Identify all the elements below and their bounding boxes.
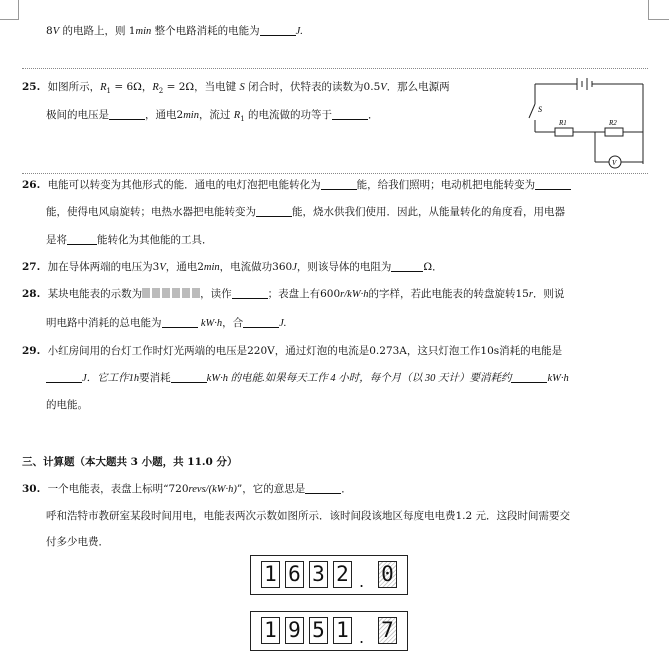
q30-line1: 30. 一个电能表，表盘上标明“720revs/(kW·h)”，它的意思是 ． xyxy=(22,483,352,495)
crop-mark xyxy=(0,19,19,20)
meter-digit: 1 xyxy=(333,617,352,644)
q30-line2: 呼和浩特市教研室某段时间用电，电能表两次示数如图所示．该时间段该地区每度电电费1.2 元．这段时间需要交 xyxy=(46,510,571,522)
meter-digit: 6 xyxy=(285,561,304,588)
switch-icon xyxy=(529,104,535,118)
crop-mark xyxy=(18,0,19,20)
answer-blank[interactable] xyxy=(243,316,279,328)
meter-digit: 9 xyxy=(285,617,304,644)
q26-line1: 26. 电能可以转变为其他形式的能．通电的电灯泡把电能转化为 能，给我们照明；电动机把电能转变为 xyxy=(22,178,571,192)
meter-reading-image xyxy=(142,288,200,298)
decimal-point: . xyxy=(359,572,365,591)
q29-line3: 的电能。 xyxy=(46,399,88,411)
q29-line1: 29. 小红房间用的台灯工作时灯光两端的电压是220V，通过灯泡的电流是0.273A，这只灯泡工作10s消耗的电能是 xyxy=(22,345,563,357)
answer-blank[interactable] xyxy=(332,108,368,120)
decimal-point: . xyxy=(359,628,365,647)
question-number: 28. xyxy=(22,288,41,300)
meter-decimal-digit: 0 xyxy=(378,561,397,588)
q25-line2: 极间的电压是 ，通电2min，流过 $R_1$ 的电流做的功等于 ． xyxy=(46,109,379,124)
meter-digit: 1 xyxy=(261,617,280,644)
answer-blank[interactable] xyxy=(260,24,296,36)
meter-decimal-digit: 7 xyxy=(378,617,397,644)
question-number: 26. xyxy=(22,179,41,191)
q25-line1: 25. 如图所示，$R_1 = 6\Omega$，$R_2 = 2\Omega$，当电键 S 闭合时，伏特表的读数为0.5V．那么电源两 xyxy=(22,81,450,96)
crop-mark xyxy=(648,19,669,20)
question-number: 30. xyxy=(22,483,41,495)
answer-blank[interactable] xyxy=(171,371,207,383)
answer-blank[interactable] xyxy=(256,205,292,217)
meter-reading-second xyxy=(250,611,408,651)
q26-line3: 是将 能转化为其他能的工具． xyxy=(46,234,213,246)
meter-digit: 2 xyxy=(333,561,352,588)
answer-blank[interactable] xyxy=(535,178,571,190)
voltmeter-label: V xyxy=(612,159,617,167)
q28-line1: 28. 某块电能表的示数为 ，读作 ；表盘上有600r/kW·h的字样，若此电能表的转盘旋转15r．则说 xyxy=(22,288,565,300)
answer-blank[interactable] xyxy=(232,287,268,299)
q24-tail-line: 8V 的电路上，则 1min 整个电路消耗的电能为 J. xyxy=(46,25,303,37)
meter-digit: 5 xyxy=(309,617,328,644)
meter-digit: 3 xyxy=(309,561,328,588)
r2-label: R2 xyxy=(609,119,617,127)
meter-digit: 1 xyxy=(261,561,280,588)
answer-blank[interactable] xyxy=(511,371,547,383)
q27-line: 27. 加在导体两端的电压为3V，通电2min，电流做功360J，则该导体的电阻为 Ω． xyxy=(22,261,443,273)
answer-blank[interactable] xyxy=(162,316,198,328)
q28-line2: 明电路中消耗的总电能为 kW·h，合 J. xyxy=(46,317,287,329)
question-number: 25. xyxy=(22,81,41,93)
question-number: 27. xyxy=(22,261,41,273)
r1-label: R1 xyxy=(559,119,567,127)
section-heading: 三、计算题（本大题共 3 小题，共 11.0 分） xyxy=(22,456,238,468)
answer-blank[interactable] xyxy=(391,260,423,272)
answer-blank[interactable] xyxy=(67,233,97,245)
answer-blank[interactable] xyxy=(305,482,341,494)
separator xyxy=(22,173,648,174)
separator xyxy=(22,68,648,69)
q30-line3: 付多少电费． xyxy=(46,536,109,548)
circuit-diagram xyxy=(525,72,649,174)
resistor-r2-icon xyxy=(605,128,623,136)
answer-blank[interactable] xyxy=(321,178,357,190)
crop-mark xyxy=(648,0,649,20)
switch-label: S xyxy=(538,105,542,114)
q29-line2: J．它工作1h要消耗 kW·h 的电能.如果每天工作 4 小时，每个月（以 30 天计）要消耗约 kW·h xyxy=(46,371,569,386)
answer-blank[interactable] xyxy=(46,371,82,383)
question-number: 29. xyxy=(22,345,41,357)
meter-reading-first xyxy=(250,555,408,595)
resistor-r1-icon xyxy=(555,128,573,136)
answer-blank[interactable] xyxy=(109,108,145,120)
q26-line2: 能，使得电风扇旋转；电热水器把电能转变为 能，烧水供我们使用．因此，从能量转化的角度看，用电器 xyxy=(46,206,565,218)
